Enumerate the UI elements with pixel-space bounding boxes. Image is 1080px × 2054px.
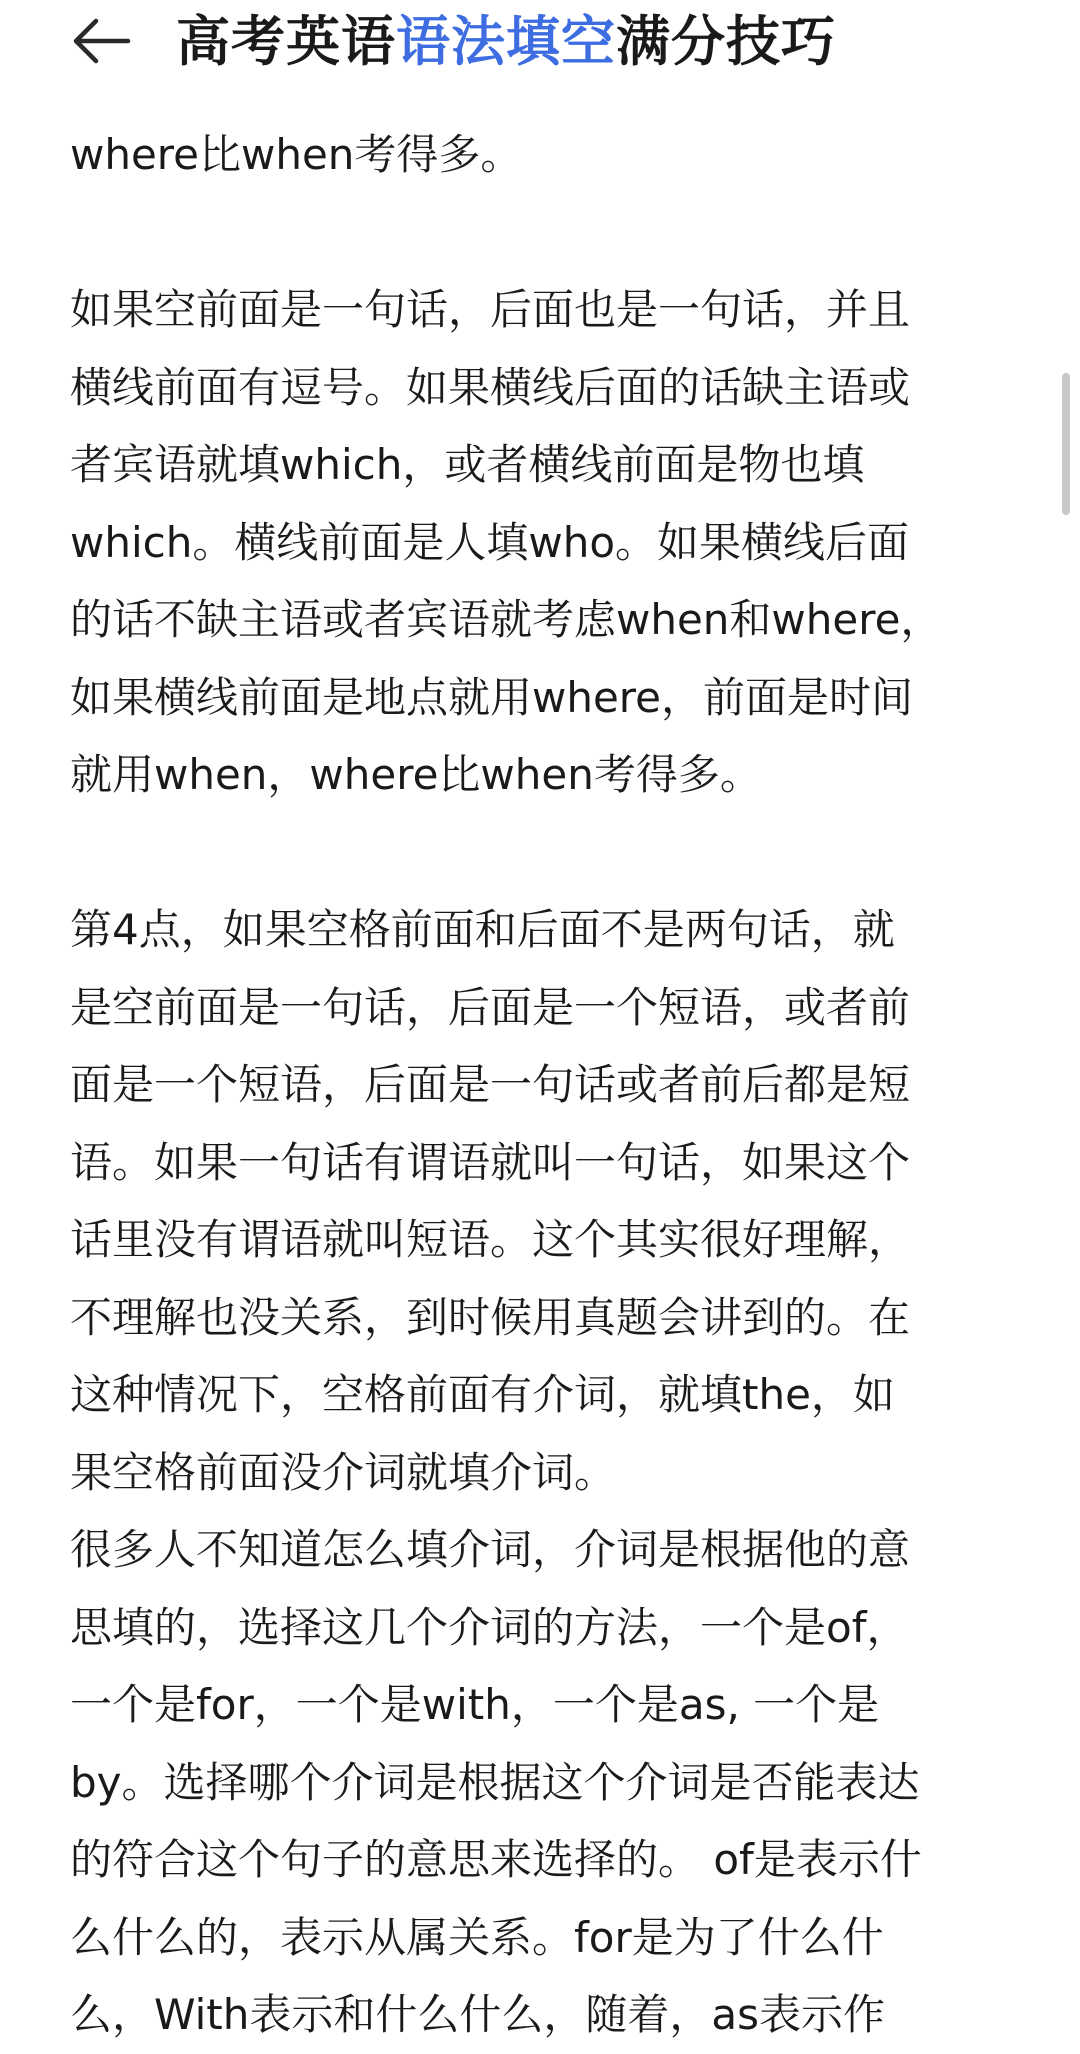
text-line: which。横线前面是人填who。如果横线后面 — [70, 517, 910, 567]
text-line: 一个是for，一个是with，一个是as, 一个是 — [70, 1680, 880, 1729]
text-line: 语。如果一句话有谓语就叫一句话，如果这个 — [70, 1137, 911, 1187]
text-line: 这种情况下，空格前面有介词，就填the，如 — [70, 1370, 895, 1419]
title-part2: 满分技巧 — [616, 10, 836, 73]
text-line: 么，With表示和什么什么，随着，as表示作 — [70, 1990, 885, 2039]
paragraph-0 — [70, 116, 1010, 194]
text-line: 果空格前面没介词就填介词。 — [70, 1447, 617, 1497]
top-bar — [0, 0, 1080, 90]
paragraph-1 — [70, 271, 1010, 814]
title-highlight: 语法填空 — [396, 10, 616, 73]
text-line: by。选择哪个介词是根据这个介词是否能表达 — [70, 1757, 920, 1807]
article-body — [70, 116, 1010, 2054]
scrollbar-thumb[interactable] — [1062, 373, 1070, 515]
text-line: 思填的，选择这几个介词的方法，一个是of， — [70, 1602, 909, 1652]
text-line: 很多人不知道怎么填介词，介词是根据他的意 — [70, 1525, 911, 1574]
text-line: 者宾语就填which，或者横线前面是物也填 — [70, 440, 865, 489]
text-line: 不理解也没关系，到时候用真题会讲到的。在 — [70, 1292, 911, 1342]
text-line: where比when考得多。 — [70, 130, 523, 179]
text-line: 横线前面有逗号。如果横线后面的话缺主语或 — [70, 362, 911, 412]
arrow-left-icon — [70, 17, 132, 65]
text-line: 的符合这个句子的意思来选择的。 of是表示什 — [70, 1835, 922, 1884]
page-title — [176, 4, 836, 80]
text-line: 的话不缺主语或者宾语就考虑when和where， — [70, 595, 943, 644]
text-line: 如果横线前面是地点就用where，前面是时间 — [70, 672, 913, 722]
text-line: 话里没有谓语就叫短语。这个其实很好理解， — [70, 1215, 911, 1264]
paragraph-2 — [70, 891, 1010, 1511]
text-line: 么什么的，表示从属关系。for是为了什么什 — [70, 1912, 884, 1962]
back-button[interactable] — [70, 10, 140, 72]
text-line: 第4点，如果空格前面和后面不是两句话，就 — [70, 905, 895, 954]
text-line: 是空前面是一句话，后面是一个短语，或者前 — [70, 982, 911, 1032]
text-line: 面是一个短语，后面是一句话或者前后都是短 — [70, 1060, 911, 1109]
title-part1: 高考英语 — [176, 10, 396, 73]
text-line: 就用when，where比when考得多。 — [70, 750, 762, 799]
text-line: 如果空前面是一句话，后面也是一句话，并且 — [70, 285, 911, 334]
paragraph-3 — [70, 1511, 1010, 2054]
